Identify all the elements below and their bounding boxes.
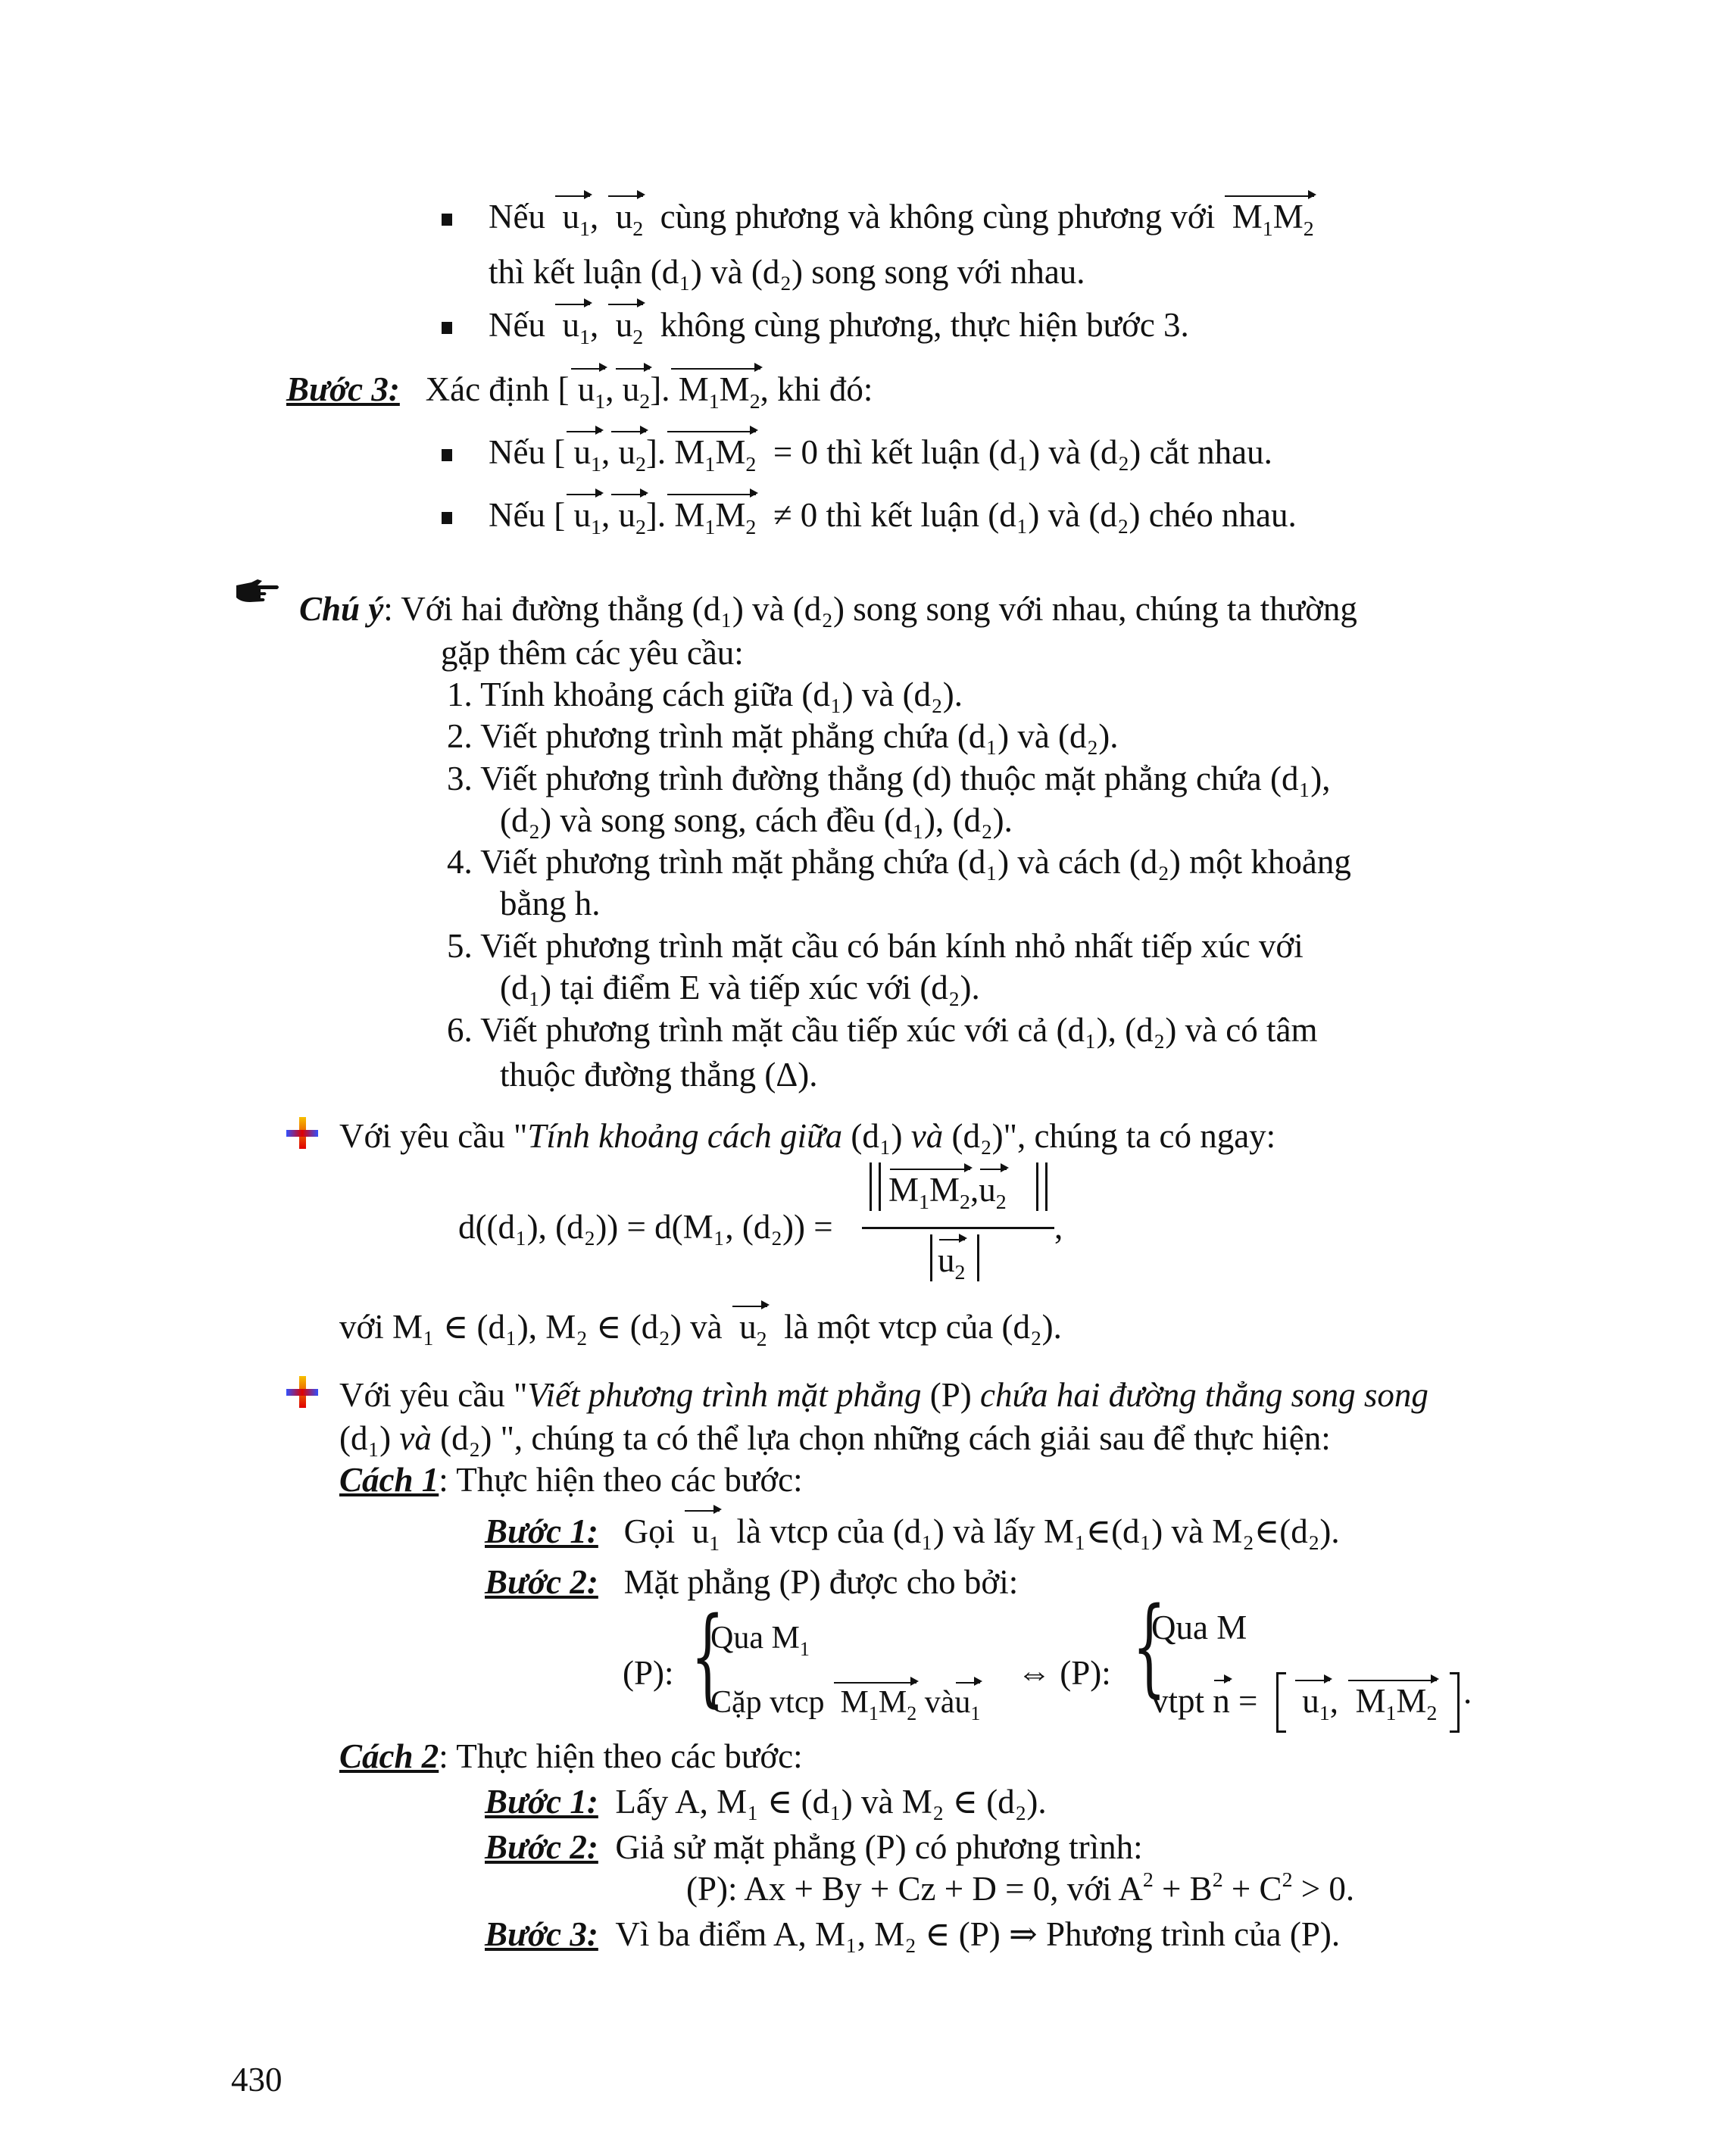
- left-brace: {: [1132, 1585, 1166, 1709]
- list-item: 3. Viết phương trình đường thẳng (d) thuộc mặt phẳng chứa (d₁),: [447, 760, 1331, 797]
- method-1-step-1: Bước 1: Gọi $u_1$ là vtcp của (d₁) và lấy M₁∈(d₁) và M₂∈(d₂).: [485, 1512, 1340, 1556]
- list-item: 5. Viết phương trình mặt cầu có bán kính nhỏ nhất tiếp xúc với: [447, 927, 1304, 965]
- text: Nếu: [489, 198, 545, 236]
- method-2-label: Cách 2: [339, 1737, 439, 1775]
- system-row-2: Cặp vtcp $M_1M_2$ vàu$_1$: [710, 1685, 981, 1724]
- pointing-hand-icon: [235, 579, 280, 605]
- plus-bullet-icon: [286, 1117, 318, 1149]
- formula-comma: ,: [1054, 1208, 1063, 1246]
- page-number: 430: [231, 2061, 283, 2099]
- numerator: $M_1M_2,u_2$: [888, 1171, 1007, 1214]
- vector-u2: $u_2$: [607, 307, 643, 345]
- vector-u1: $u_1$: [554, 198, 590, 236]
- left-brace: {: [691, 1595, 725, 1718]
- method-2-step-2: Bước 2: Giả sử mặt phẳng (P) có phương trình:: [485, 1828, 1143, 1866]
- method-1-label: Cách 1: [339, 1461, 439, 1499]
- bracket-left: [1276, 1672, 1286, 1733]
- system-iff: ⇔ (P):: [1017, 1654, 1111, 1692]
- note-line: Chú ý: Với hai đường thẳng (d₁) và (d₂) song song với nhau, chúng ta thường: [299, 590, 1357, 628]
- system-dot: .: [1463, 1673, 1472, 1711]
- list-item: 6. Viết phương trình mặt cầu tiếp xúc với cả (d₁), (d₂) và có tâm: [447, 1011, 1318, 1049]
- list-item: (d₁) tại điểm E và tiếp xúc với (d₂).: [500, 969, 980, 1006]
- list-item: (d₂) và song song, cách đều (d₁), (d₂).: [500, 801, 1013, 839]
- list-item: bằng h.: [500, 885, 601, 922]
- method-1: Cách 1: Thực hiện theo các bước:: [339, 1461, 803, 1499]
- fraction-line: [862, 1227, 1054, 1229]
- bullet-1: Nếu $u_1$, $u_2$ cùng phương và không cùng phương với $M_1M_2$: [442, 198, 1314, 236]
- plus-bullet-icon: [286, 1376, 318, 1408]
- bullet-1-cont: thì kết luận (d₁) và (d₂) song song với nhau.: [489, 253, 1085, 291]
- step-3-line: Bước 3: Xác định [ $u_1$, $u_2$]. $M_1M_2$, khi đó:: [286, 370, 873, 413]
- denominator: $u_2$: [938, 1241, 966, 1284]
- system-row-1: Qua $M_1$: [710, 1621, 810, 1660]
- para-2-cont: (d₁) và (d₂) ", chúng ta có thể lựa chọn những cách giải sau để thực hiện:: [339, 1419, 1331, 1457]
- system-p-label: (P):: [623, 1654, 674, 1692]
- method-1-step-2: Bước 2: Mặt phẳng (P) được cho bởi:: [485, 1563, 1019, 1601]
- note-cont: gặp thêm các yêu cầu:: [441, 634, 744, 672]
- list-item: 2. Viết phương trình mặt phẳng chứa (d₁) và (d₂).: [447, 717, 1119, 755]
- method-2-step-1: Bước 1: Lấy A, M₁ ∈ (d₁) và M₂ ∈ (d₂).: [485, 1783, 1047, 1821]
- text: cùng phương và không cùng phương với: [660, 198, 1216, 236]
- method-2-equation: (P): Ax + By + Cz + D = 0, với $A^2 + B^2 + C^2 > 0$.: [686, 1868, 1355, 1908]
- list-item: thuộc đường thẳng (Δ).: [500, 1056, 818, 1094]
- bracket-right: [1450, 1672, 1460, 1733]
- note-label: Chú ý: [299, 590, 384, 628]
- bullet-2: Nếu $u_1$, $u_2$ không cùng phương, thực hiện bước 3.: [442, 307, 1189, 345]
- para-2: Với yêu cầu "Viết phương trình mặt phẳng (P) chứa hai đường thẳng song song: [339, 1376, 1428, 1414]
- method-2-step-3: Bước 3: Vì ba điểm A, M₁, M₂ ∈ (P) ⇒ Phương trình của (P).: [485, 1915, 1341, 1953]
- bullet-4: Nếu [ $u_1$, $u_2$]. $M_1M_2 \ne 0$ thì kết luận (d₁) và (d₂) chéo nhau.: [442, 497, 1297, 535]
- list-item: 4. Viết phương trình mặt phẳng chứa (d₁) và cách (d₂) một khoảng: [447, 843, 1351, 881]
- para-1-cont: với M₁ ∈ (d₁), M₂ ∈ (d₂) và $u_2$ là một vtcp của (d₂).: [339, 1308, 1062, 1351]
- list-item: 1. Tính khoảng cách giữa (d₁) và (d₂).: [447, 676, 963, 713]
- vector-u1: $u_1$: [554, 307, 590, 345]
- bullet-3: Nếu [ $u_1$, $u_2$]. $M_1M_2 = 0$ thì kết luận (d₁) và (d₂) cắt nhau.: [442, 434, 1272, 472]
- system-row-3: Qua M: [1151, 1609, 1247, 1646]
- para-1: Với yêu cầu "Tính khoảng cách giữa (d₁) và (d₂)", chúng ta có ngay:: [339, 1117, 1276, 1155]
- method-2: Cách 2: Thực hiện theo các bước:: [339, 1737, 803, 1775]
- step-3-label: Bước 3:: [286, 370, 400, 408]
- vector-m1m2: $M_1M_2$: [1223, 198, 1313, 236]
- distance-formula-left: d((d₁), (d₂)) = d(M₁, (d₂)) =: [458, 1208, 833, 1246]
- system-row-4: vtpt n =: [1151, 1682, 1258, 1720]
- vector-u2: $u_2$: [607, 198, 643, 236]
- system-bracket-content: $u_1$, $M_1M_2$: [1294, 1683, 1437, 1721]
